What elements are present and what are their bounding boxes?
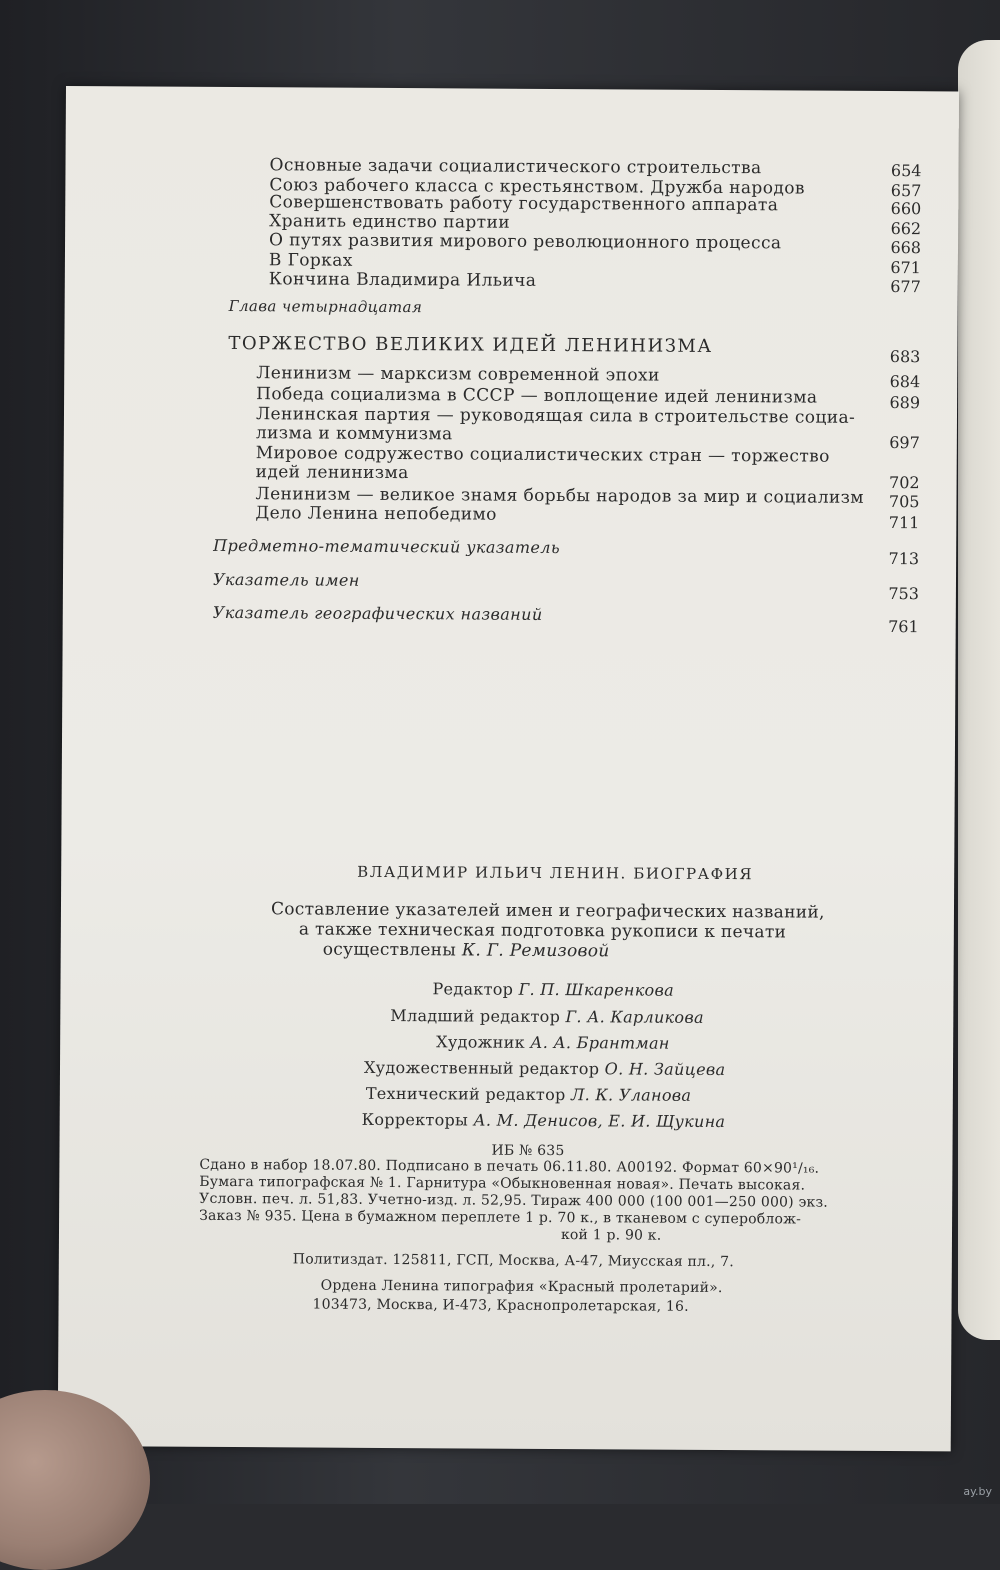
- toc-item-text-cont: идей ленинизма: [255, 462, 409, 484]
- index-subject: Предметно-тематический указатель: [213, 535, 561, 558]
- toc-item-page: 668: [890, 238, 922, 258]
- toc-item-text: Кончина Владимира Ильича: [268, 269, 537, 291]
- staff-role: Художник: [436, 1032, 525, 1052]
- compiler-credit: [323, 940, 610, 962]
- index-names-page: 753: [888, 584, 919, 604]
- toc-item-text: Победа социализма в СССР — воплощение идей ленинизма: [256, 384, 818, 408]
- staff-line: [390, 1006, 704, 1027]
- ib-number: ИБ № 635: [491, 1142, 565, 1160]
- index-geo: Указатель географических названий: [212, 602, 543, 624]
- toc-item-page: 662: [890, 219, 922, 239]
- staff-role: Редактор: [432, 979, 514, 999]
- staff-line: [432, 979, 674, 999]
- staff-name: А. М. Денисов, Е. И. Щукина: [473, 1110, 726, 1132]
- chapter-label: Глава четырнадцатая: [228, 296, 423, 317]
- toc-item-page: 660: [890, 199, 922, 219]
- staff-role: Корректоры: [361, 1109, 469, 1130]
- compiler-prefix: осуществлены: [322, 939, 457, 961]
- print-line: Бумага типографская № 1. Гарнитура «Обыкновенная новая». Печать высокая.: [199, 1173, 806, 1194]
- toc-item-page: 711: [888, 513, 920, 533]
- toc-item-text: Совершенствовать работу государственного аппарата: [269, 192, 779, 216]
- toc-item-page: 689: [889, 393, 921, 413]
- toc-item-text: Мировое содружество социалистических стран — торжество: [255, 443, 830, 467]
- staff-name: Г. П. Шкаренкова: [518, 979, 675, 1000]
- toc-item-page: 702: [888, 473, 920, 493]
- print-line: кой 1 р. 90 к.: [560, 1227, 662, 1244]
- toc-item-text: О путях развития мирового революционного процесса: [269, 230, 782, 254]
- print-line: Сдано в набор 18.07.80. Подписано в печать 06.11.80. А00192. Формат 60×90¹/₁₆.: [199, 1156, 820, 1177]
- toc-item-text: В Горках: [268, 250, 353, 271]
- compiler-line: а также техническая подготовка рукописи к печати: [298, 919, 787, 943]
- chapter-title: ТОРЖЕСТВО ВЕЛИКИХ ИДЕЙ ЛЕНИНИЗМА: [228, 332, 713, 357]
- toc-item-text: Союз рабочего класса с крестьянством. Дружба народов: [269, 175, 805, 199]
- printer-line: 103473, Москва, И-473, Краснопролетарская, 16.: [312, 1296, 689, 1315]
- toc-item-text: Основные задачи социалистического строительства: [269, 155, 762, 179]
- facing-page-edge: [958, 40, 1000, 1340]
- toc-item-page: 697: [889, 433, 920, 453]
- publisher-line: Политиздат. 125811, ГСП, Москва, А-47, Миусская пл., 7.: [292, 1251, 734, 1271]
- printer-line: Ордена Ленина типография «Красный пролетарий».: [320, 1277, 723, 1297]
- toc-item-page: 677: [890, 277, 921, 297]
- staff-line: [362, 1110, 726, 1131]
- book-title: ВЛАДИМИР ИЛЬИЧ ЛЕНИН. БИОГРАФИЯ: [357, 862, 754, 884]
- index-subject-page: 713: [888, 549, 920, 569]
- staff-line: [364, 1058, 725, 1079]
- staff-line: [436, 1032, 670, 1052]
- staff-role: Младший редактор: [390, 1005, 561, 1027]
- toc-item-page: 671: [890, 258, 921, 278]
- toc-item-page: 657: [890, 181, 922, 201]
- print-line: Заказ № 935. Цена в бумажном переплете 1 р. 70 к., в тканевом с суперoблож-: [199, 1207, 802, 1228]
- toc-item-text: Ленинизм — великое знамя борьбы народов за мир и социализм: [255, 484, 865, 508]
- watermark: ay.by: [963, 1485, 992, 1498]
- staff-name: А. А. Брантман: [530, 1032, 670, 1053]
- compiler-name: К. Г. Ремизовой: [461, 940, 610, 962]
- toc-item-text: Ленинизм — марксизм современной эпохи: [256, 363, 660, 386]
- compiler-line: Составление указателей имен и географических названий,: [270, 899, 825, 923]
- staff-line: [366, 1084, 692, 1105]
- staff-name: О. Н. Зайцева: [604, 1059, 726, 1080]
- staff-name: Г. А. Карликова: [565, 1007, 704, 1027]
- toc-item-text: Ленинская партия — руководящая сила в строительстве социа-: [255, 404, 856, 428]
- toc-item-page: 705: [888, 492, 920, 512]
- staff-role: Художественный редактор: [363, 1057, 600, 1079]
- toc-item-page: 684: [889, 372, 921, 392]
- toc-item-page: 654: [890, 161, 922, 181]
- chapter-page: 683: [889, 347, 921, 367]
- toc-item-text: Дело Ленина непобедимо: [255, 503, 497, 525]
- print-line: Условн. печ. л. 51,83. Учетно-изд. л. 52,95. Тираж 400 000 (100 001—250 000) экз.: [199, 1190, 829, 1211]
- index-names: Указатель имен: [212, 569, 360, 590]
- index-geo-page: 761: [888, 617, 919, 637]
- staff-name: Л. К. Уланова: [570, 1085, 692, 1105]
- toc-item-text-cont: лизма и коммунизма: [255, 423, 453, 445]
- toc-item-text: Хранить единство партии: [269, 211, 511, 233]
- staff-role: Технический редактор: [365, 1083, 566, 1105]
- book-page: [58, 86, 959, 1451]
